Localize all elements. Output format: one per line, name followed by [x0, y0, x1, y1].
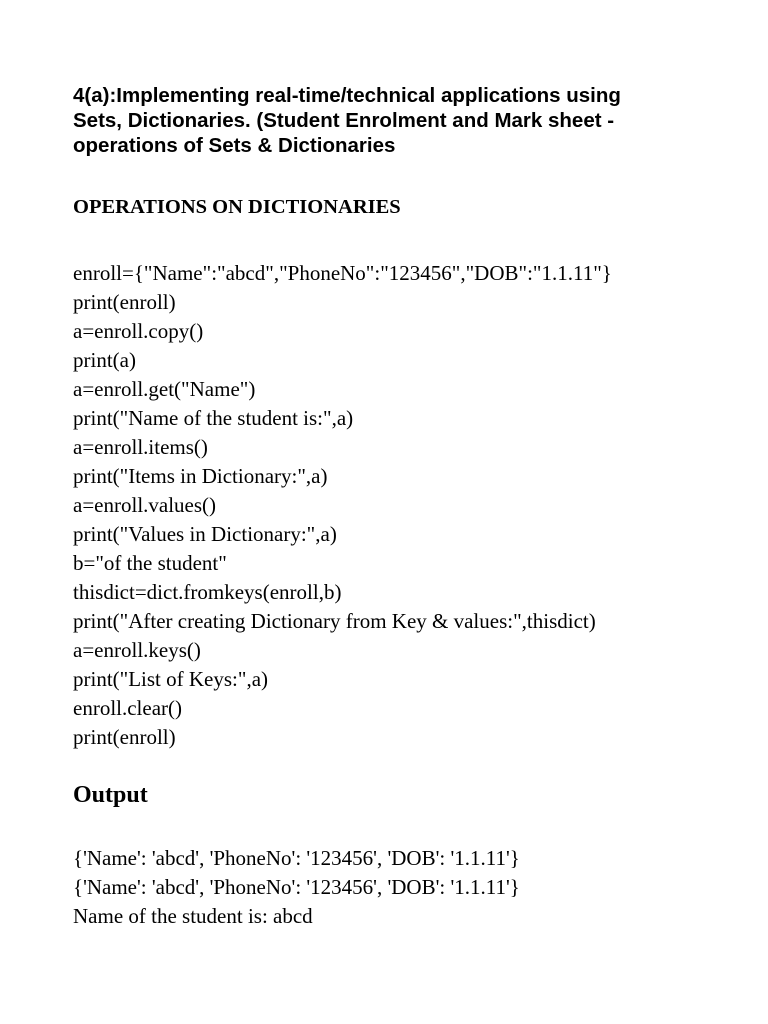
output-line: {'Name': 'abcd', 'PhoneNo': '123456', 'DOB': '1.1.11'}	[73, 846, 520, 870]
document-page	[73, 83, 733, 928]
code-line: a=enroll.get("Name")	[73, 377, 256, 401]
code-line: print(enroll)	[73, 290, 176, 314]
output-heading: Output	[73, 782, 148, 808]
output-line: Name of the student is: abcd	[73, 904, 313, 928]
title-line: 4(a):Implementing real-time/technical applications using	[73, 84, 621, 107]
code-line: enroll.clear()	[73, 696, 183, 720]
code-line: print("List of Keys:",a)	[73, 667, 269, 691]
code-line: print("Values in Dictionary:",a)	[73, 522, 337, 546]
title-line: Sets, Dictionaries. (Student Enrolment and Mark sheet -	[73, 109, 615, 132]
code-line: a=enroll.copy()	[73, 319, 204, 343]
code-line: a=enroll.items()	[73, 435, 208, 459]
output-listing	[73, 844, 520, 931]
code-line: b="of the student"	[73, 551, 227, 575]
code-line: print("After creating Dictionary from Key & values:",thisdict)	[73, 609, 596, 633]
title-line: operations of Sets & Dictionaries	[73, 134, 396, 157]
section-heading: OPERATIONS ON DICTIONARIES	[73, 196, 401, 218]
document-title	[73, 83, 733, 158]
code-line: a=enroll.values()	[73, 493, 217, 517]
code-line: enroll={"Name":"abcd","PhoneNo":"123456","DOB":"1.1.11"}	[73, 261, 612, 285]
code-line: print(a)	[73, 348, 136, 372]
code-listing	[73, 259, 612, 752]
code-line: a=enroll.keys()	[73, 638, 201, 662]
code-line: print("Items in Dictionary:",a)	[73, 464, 328, 488]
code-line: print("Name of the student is:",a)	[73, 406, 354, 430]
output-line: {'Name': 'abcd', 'PhoneNo': '123456', 'DOB': '1.1.11'}	[73, 875, 520, 899]
code-line: print(enroll)	[73, 725, 176, 749]
code-line: thisdict=dict.fromkeys(enroll,b)	[73, 580, 342, 604]
